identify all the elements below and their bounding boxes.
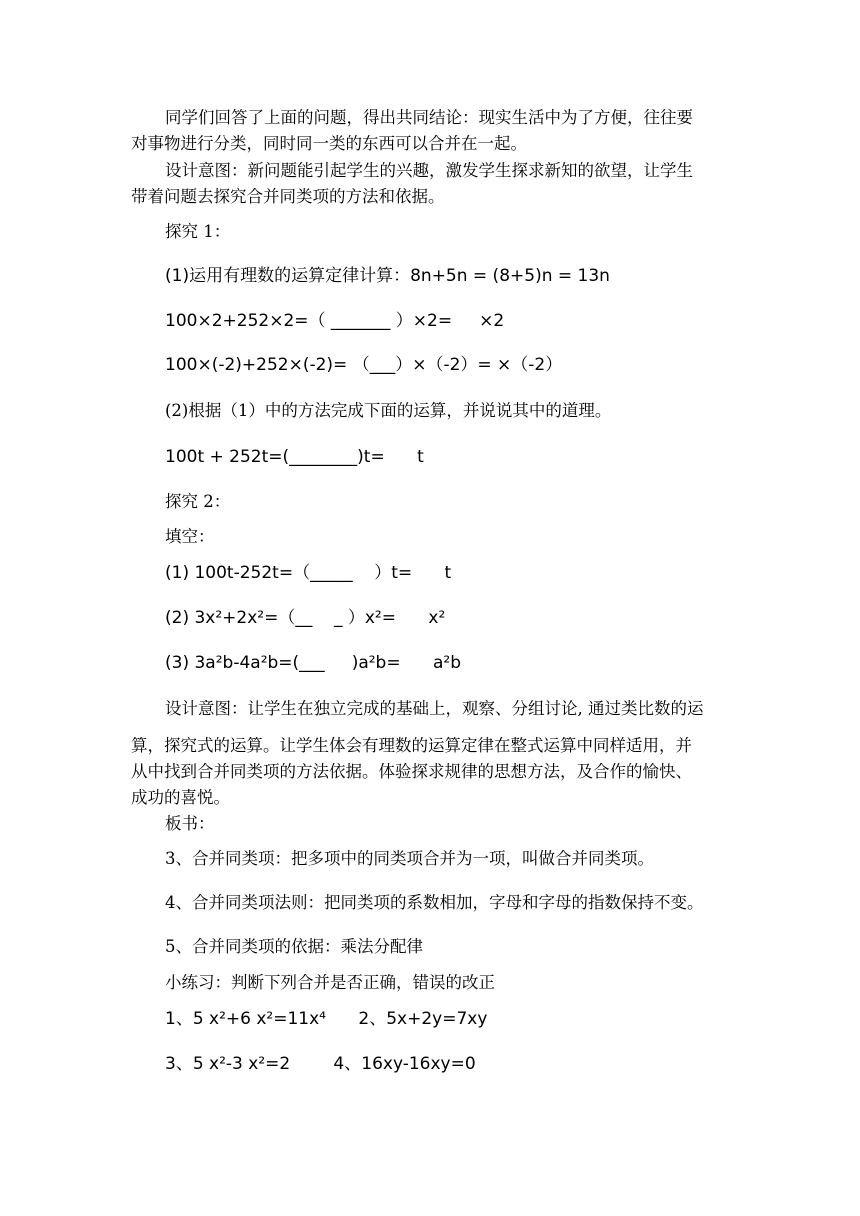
exercise-heading: 小练习：判断下列合并是否正确，错误的改正: [165, 973, 495, 992]
paragraph-line: 填空：: [165, 527, 215, 546]
paragraph-line: 带着问题去探究合并同类项的方法和依据。: [131, 187, 445, 206]
math-line: 100×2+252×2=（ _______ ）×2= ×2: [165, 311, 505, 331]
section-heading: 探究 1：: [165, 222, 231, 241]
exercise-line: 1、5 x²+6 x²=11x⁴ 2、5x+2y=7xy: [165, 1009, 488, 1029]
paragraph-line: 设计意图：让学生在独立完成的基础上，观察、分组讨论, 通过类比数的运: [165, 699, 704, 718]
math-line: 100t + 252t=(________)t= t: [165, 447, 424, 467]
paragraph-line: (2)根据（1）中的方法完成下面的运算，并说说其中的道理。: [165, 401, 612, 420]
section-heading: 探究 2：: [165, 492, 231, 511]
exercise-line: 3、5 x²-3 x²=2 4、16xy-16xy=0: [165, 1054, 476, 1074]
paragraph-line: 同学们回答了上面的问题，得出共同结论：现实生活中为了方便，往往要: [165, 108, 693, 127]
definition-line: 3、合并同类项：把多项中的同类项合并为一项，叫做合并同类项。: [165, 849, 654, 868]
paragraph-line: 对事物进行分类，同时同一类的东西可以合并在一起。: [131, 134, 527, 153]
math-line: 100×(-2)+252×(-2)= （___）×（-2）= ×（-2）: [165, 355, 563, 375]
section-heading: 板书：: [165, 814, 215, 833]
definition-line: 5、合并同类项的依据：乘法分配律: [165, 937, 423, 956]
paragraph-line: 从中找到合并同类项的方法依据。体验探求规律的思想方法，及合作的愉快、: [131, 762, 692, 781]
paragraph-line: 成功的喜悦。: [131, 788, 230, 807]
math-line: (2) 3x²+2x²=（__ _ ）x²= x²: [165, 608, 446, 628]
paragraph-line: 算，探究式的运算。让学生体会有理数的运算定律在整式运算中同样适用，并: [131, 736, 692, 755]
paragraph-line: 设计意图：新问题能引起学生的兴趣，激发学生探求新知的欲望，让学生: [165, 161, 693, 180]
math-line: (1)运用有理数的运算定律计算：8n+5n = (8+5)n = 13n: [165, 266, 610, 286]
math-line: (3) 3a²b-4a²b=(___ )a²b= a²b: [165, 653, 462, 673]
math-line: (1) 100t-252t=（_____ ）t= t: [165, 563, 452, 583]
definition-line: 4、合并同类项法则：把同类项的系数相加，字母和字母的指数保持不变。: [165, 893, 704, 912]
